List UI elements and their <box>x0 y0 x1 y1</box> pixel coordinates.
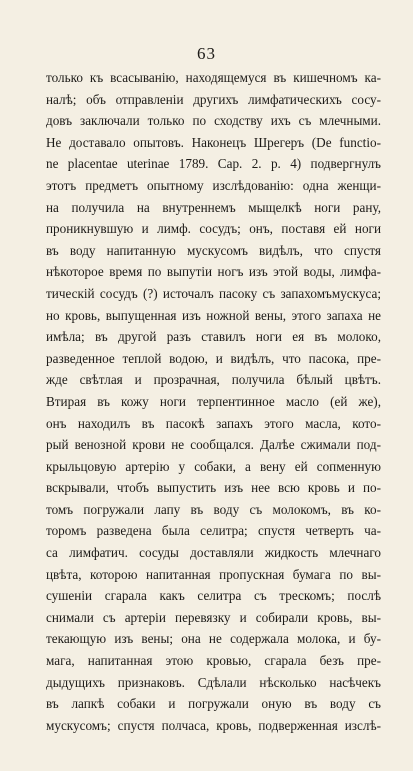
text-line: цвѣта, которою напитанная пропускная бумага по вы- <box>46 566 381 582</box>
text-line: крыльцовую артерію у собаки, а вену ей сопменную <box>46 458 381 474</box>
text-line: Втирая въ кожу ноги терпентинное масло (ей же), <box>46 393 381 409</box>
text-line: снимали съ артеріи перевязку и собирали кровь, вы- <box>46 609 381 625</box>
text-line: рый венозной крови не сообщался. Далѣе сжимали под- <box>46 437 381 453</box>
text-line: мага, напитанная этою кровью, сгарала безъ пре- <box>46 653 381 669</box>
text-line: на получила на внутреннемъ мыщелкѣ ноги рану, <box>46 199 381 215</box>
text-line: нѣкоторое время по выпутіи ногъ изъ этой воды, лимфа- <box>46 264 381 280</box>
text-line: разведенное теплой водою, и видѣлъ, что пасока, пре- <box>46 350 381 366</box>
body-text <box>46 67 381 736</box>
text-line: са лимфатич. сосуды доставляли жидкость млечнаго <box>46 545 381 561</box>
text-line: текающую изъ вены; она не содержала молока, и бу- <box>46 631 381 647</box>
text-line: торомъ разведена была селитра; спустя четверть ча- <box>46 523 381 539</box>
text-line: дыдущихъ признаковъ. Сдѣлали нѣсколько насѣчекъ <box>46 674 381 690</box>
text-line: онъ находилъ въ пасокѣ запахъ этого масла, кото- <box>46 415 381 431</box>
text-line: ne placentae uterinae 1789. Cap. 2. p. 4) подвергнулъ <box>46 156 381 172</box>
text-line: въ воду напитанную мускусомъ видѣлъ, что спустя <box>46 242 381 258</box>
text-line: сушеніи сгарала какъ селитра съ трескомъ; послѣ <box>46 588 381 604</box>
text-line: но кровь, выпущенная изъ ножной вены, этого запаха не <box>46 307 381 323</box>
text-line: жде свѣтлая и прозрачная, получила бѣлый цвѣтъ. <box>46 372 381 388</box>
text-line: мускусомъ; спустя полчаса, кровь, подверженная изслѣ- <box>46 717 381 733</box>
text-line: Не доставало опытовъ. Наконецъ Шрегеръ (De functio- <box>46 134 381 150</box>
text-line: имѣла; въ другой разъ ставилъ ноги ея въ молоко, <box>46 329 381 345</box>
text-line: этотъ предметъ опытному изслѣдованію: одна женщи- <box>46 177 381 193</box>
text-line: только къ всасыванію, находящемуся въ кишечномъ ка- <box>46 70 381 85</box>
text-line: въ лапкѣ собаки и погружали оную въ воду съ <box>46 696 381 712</box>
page-number: 63 <box>197 44 216 63</box>
text-line: томъ погружали лапу въ воду съ молокомъ, въ ко- <box>46 501 381 517</box>
text-line: вскрывали, чтобъ выпустить изъ нее всю кровь и по- <box>46 480 381 496</box>
text-line: проникнувшую и лимф. сосудъ; онъ, поставя ей ноги <box>46 221 381 237</box>
text-line: довъ заключали только по сходству ихъ съ млечными. <box>46 113 381 129</box>
text-line: тическій сосудъ (?) источалъ пасоку съ запахомъмускуса; <box>46 285 381 301</box>
text-line: налѣ; объ отправленіи другихъ лимфатическихъ сосу- <box>46 91 381 107</box>
